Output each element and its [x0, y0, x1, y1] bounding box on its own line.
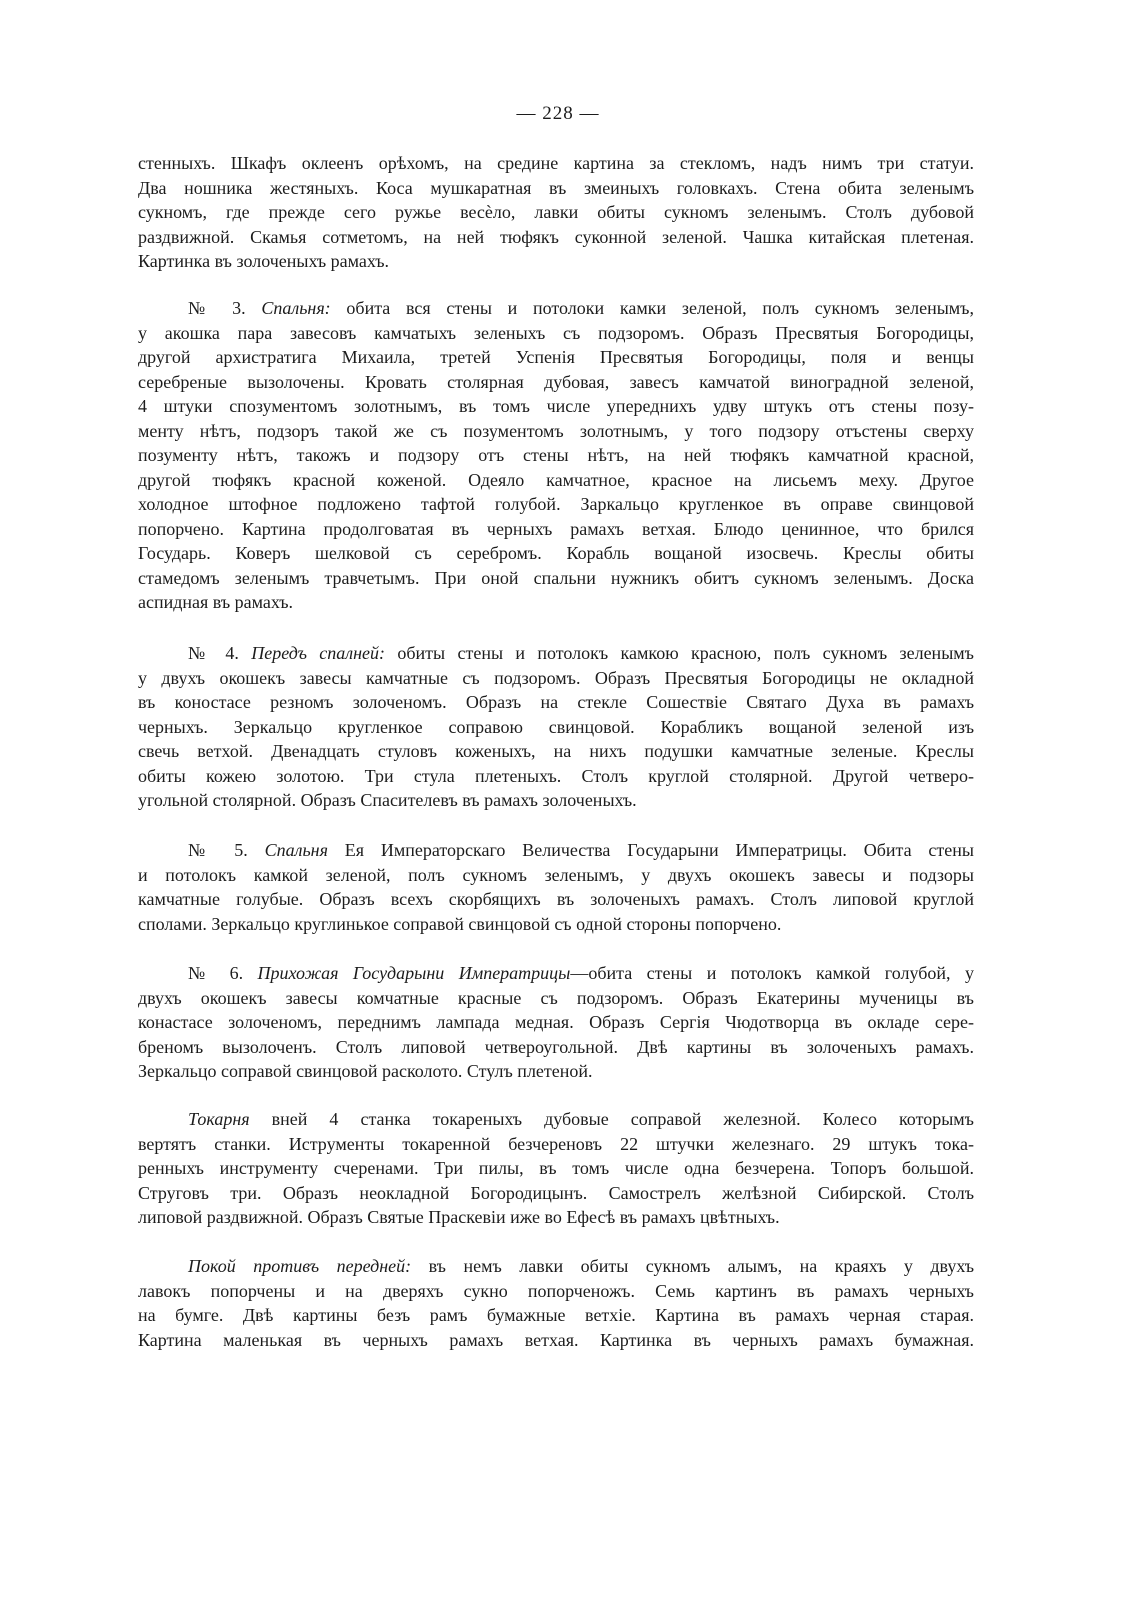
- section-heading: Спальня:: [261, 298, 331, 318]
- text-line: раздвижной. Скамья сотметомъ, на ней тюфякъ суконной зеленой. Чашка китайская плетеная.: [138, 226, 974, 247]
- text-line: Зеркальцо соправой свинцовой расколото. Стулъ плетеной.: [138, 1061, 593, 1081]
- text-line: липовой раздвижной. Образъ Святые Праскевіи иже во Ефесѣ въ рамахъ цвѣтныхъ.: [138, 1207, 780, 1227]
- line-text: въ немъ лавки обиты сукномъ алымъ, на краяхъ у двухъ: [411, 1256, 975, 1276]
- text-line: черныхъ. Зеркальцо кругленкое соправою свинцовой. Корабликъ вощаной зеленой изъ: [138, 716, 974, 737]
- page-number: — 228 —: [516, 103, 600, 124]
- text-line: у двухъ окошекъ завесы камчатные съ подзоромъ. Образъ Пресвятыя Богородицы не окладной: [138, 667, 974, 688]
- text-line: конастасе золоченомъ, переднимъ лампада медная. Образъ Сергія Чюдотворца въ окладе сере-: [138, 1012, 974, 1032]
- text-line: менту нѣтъ, подзоръ такой же съ позументомъ золотнымъ, у того подзору отъстены сверху: [138, 420, 974, 441]
- text-line: [138, 1107, 974, 1132]
- section-number: № 4.: [188, 643, 252, 663]
- text-line: [138, 961, 974, 986]
- section-number: № 6.: [188, 963, 258, 983]
- line-text: —обита стены и потолокъ камкой голубой, у: [570, 963, 974, 983]
- text-line: [138, 838, 974, 863]
- text-line: вертятъ станки. Иструменты токаренной безчереновъ 22 штучки железнаго. 29 штукъ тока-: [138, 1133, 974, 1154]
- paragraph: [138, 838, 974, 936]
- paragraph: [138, 151, 974, 274]
- text-line: Картинка въ золоченыхъ рамахъ.: [138, 251, 390, 271]
- paragraph: [138, 1107, 974, 1230]
- text-line: Государь. Коверъ шелковой съ серебромъ. Корабль вощаной изосвечь. Креслы обиты: [138, 543, 974, 563]
- text-line: свечь ветхой. Двенадцать стуловъ коженыхъ, на нихъ подушки камчатные зеленые. Креслы: [138, 741, 974, 761]
- line-text: обита вся стены и потолоки камки зеленой, полъ сукномъ зеленымъ,: [330, 298, 974, 318]
- text-line: аспидная въ рамахъ.: [138, 592, 294, 612]
- text-line: [138, 296, 974, 321]
- text-line: сукномъ, где прежде сего ружье весѐло, лавки обиты сукномъ зеленымъ. Столъ дубовой: [138, 202, 974, 222]
- text-line: Струговъ три. Образъ неокладной Богородицынъ. Самострелъ желѣзной Сибирской. Столъ: [138, 1182, 974, 1203]
- text-line: сполами. Зеркальцо круглинькое соправой свинцовой съ одной стороны попорчено.: [138, 913, 782, 934]
- text-line: угольной столярной. Образъ Спасителевъ въ рамахъ золоченыхъ.: [138, 790, 637, 810]
- paragraph: [138, 641, 974, 813]
- line-text: Ея Императорскаго Величества Государыни Императрицы. Обита стены: [327, 840, 974, 860]
- text-line: попорчено. Картина продолговатая въ черныхъ рамахъ ветхая. Блюдо ценинное, что брился: [138, 518, 974, 539]
- text-line: камчатные голубые. Образъ всехъ скорбящихъ въ золоченыхъ рамахъ. Столъ липовой круглой: [138, 889, 974, 909]
- paragraph: [138, 296, 974, 615]
- text-line: бреномъ вызолоченъ. Столъ липовой четвероугольной. Двѣ картины въ золоченыхъ рамахъ.: [138, 1036, 974, 1057]
- text-line: въ коностасе резномъ золоченомъ. Образъ на стекле Сошествіе Святаго Духа въ рамахъ: [138, 692, 974, 712]
- section-heading: Спальня: [264, 840, 328, 860]
- section-heading: Токарня: [188, 1109, 250, 1129]
- text-line: на бумге. Двѣ картины безъ рамъ бумажные ветхіе. Картина въ рамахъ черная старая.: [138, 1305, 974, 1325]
- section-heading: Покой противъ передней:: [188, 1256, 412, 1276]
- text-line: стенныхъ. Шкафъ оклеенъ орѣхомъ, на средине картина за стекломъ, надъ нимъ три статуи.: [138, 153, 974, 173]
- paragraph: [138, 1254, 974, 1352]
- section-number: № 5.: [188, 840, 265, 860]
- text-line: холодное штофное подложено тафтой голубой. Заркальцо кругленкое въ оправе свинцовой: [138, 494, 974, 514]
- text-line: лавокъ попорчены и на дверяхъ сукно попорченожъ. Семь картинъ въ рамахъ черныхъ: [138, 1280, 974, 1301]
- text-line: серебреные вызолочены. Кровать столярная дубовая, завесъ камчатой виноградной зеленой,: [138, 371, 974, 392]
- line-text: вней 4 станка токареныхъ дубовые соправой железной. Колесо которымъ: [249, 1109, 974, 1129]
- text-line: другой архистратига Михаила, третей Успенія Пресвятыя Богородицы, поля и венцы: [138, 347, 974, 367]
- text-line: обиты кожею золотою. Три стула плетеныхъ. Столъ круглой столярной. Другой четверо-: [138, 765, 974, 786]
- section-heading: Передъ спалней:: [251, 643, 386, 663]
- text-line: [138, 641, 974, 666]
- text-line: Два ношника жестяныхъ. Коса мушкаратная въ змеиныхъ головкахъ. Стена обита зеленымъ: [138, 177, 974, 198]
- text-line: позументу нѣтъ, такожъ и подзору отъ стены нѣтъ, на ней тюфякъ камчатной красной,: [138, 445, 974, 465]
- text-line: [138, 1254, 974, 1279]
- text-line: у акошка пара завесовъ камчатыхъ зеленыхъ съ подзоромъ. Образъ Пресвятыя Богородицы,: [138, 322, 974, 343]
- text-line: стамедомъ зеленымъ травчетымъ. При оной спальни нужникъ обитъ сукномъ зеленымъ. Доска: [138, 567, 974, 588]
- text-line: двухъ окошекъ завесы комчатные красные съ подзоромъ. Образъ Екатерины мученицы въ: [138, 987, 974, 1008]
- text-line: ренныхъ инструменту счеренами. Три пилы, въ томъ числе одна безчерена. Топоръ большой.: [138, 1158, 974, 1178]
- text-line: 4 штуки спозументомъ золотнымъ, въ томъ числе упереднихъ удву штукъ отъ стены позу-: [138, 396, 974, 416]
- text-line: и потолокъ камкой зеленой, полъ сукномъ зеленымъ, у двухъ окошекъ завесы и подзоры: [138, 864, 974, 885]
- text-line: другой тюфякъ красной коженой. Одеяло камчатное, красное на лисьемъ меху. Другое: [138, 469, 974, 490]
- section-number: № 3.: [188, 298, 262, 318]
- section-heading: Прихожая Государыни Императрицы: [257, 963, 571, 983]
- line-text: обиты стены и потолокъ камкою красною, полъ сукномъ зеленымъ: [385, 643, 974, 663]
- paragraph: [138, 961, 974, 1084]
- text-line: Картина маленькая въ черныхъ рамахъ ветхая. Картинка въ черныхъ рамахъ бумажная.: [138, 1329, 974, 1350]
